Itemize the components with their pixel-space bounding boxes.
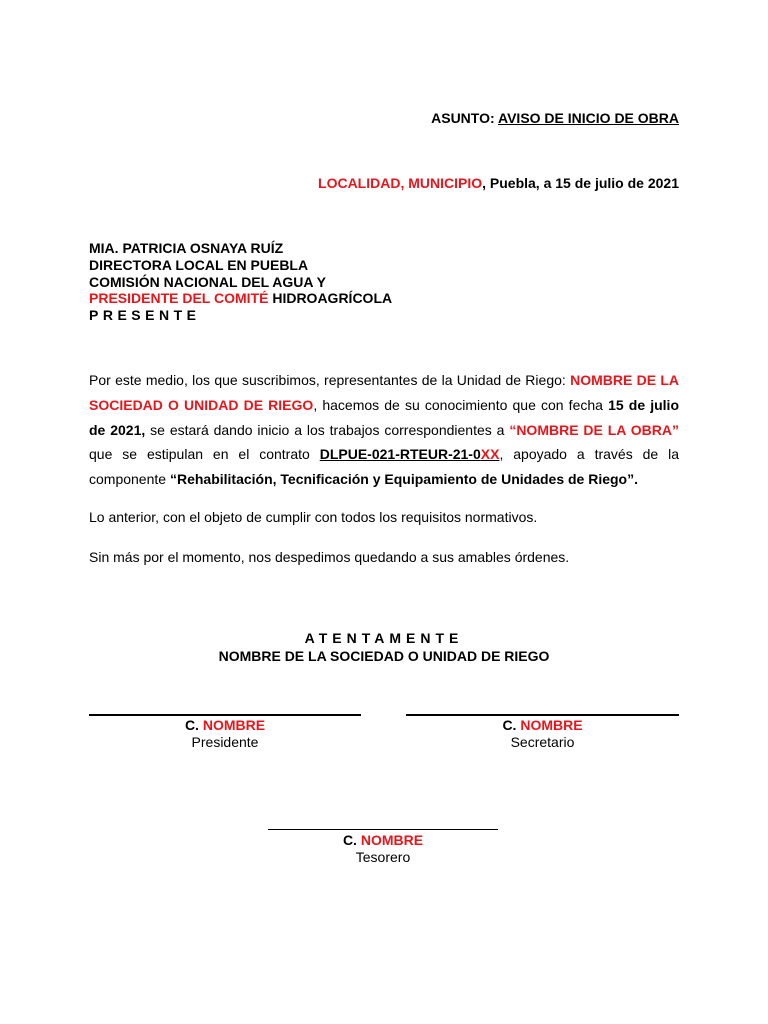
body-text-a: Por este medio, los que suscribimos, representantes de la Unidad de Riego: <box>89 372 571 388</box>
signature-name-line <box>268 832 498 849</box>
body-text-d: que se estipulan en el contrato <box>89 446 320 463</box>
body-paragraph-3: Sin más por el momento, nos despedimos quedando a sus amables órdenes. <box>89 549 570 565</box>
body-paragraph-2: Lo anterior, con el objeto de cumplir con todos los requisitos normativos. <box>89 509 538 525</box>
closing-atentamente: ATENTAMENTE <box>304 630 464 646</box>
body-text-c: se estará dando inicio a los trabajos correspondientes a <box>145 421 510 438</box>
recipient-title-3-red: PRESIDENTE DEL COMITÉ <box>89 290 269 307</box>
signature-name: NOMBRE <box>202 717 266 733</box>
signature-president <box>89 714 361 751</box>
body-text-b: , hacemos de su conocimiento que con fecha <box>313 396 609 413</box>
signature-prefix: C. <box>342 832 361 848</box>
date-locality: LOCALIDAD, MUNICIPIO <box>318 175 483 191</box>
recipient-name: MIA. PATRICIA OSNAYA RUÍZ <box>89 240 284 256</box>
signature-name: NOMBRE <box>360 832 424 848</box>
body-society-name: NOMBRE DE LA SOCIEDAD O UNIDAD DE RIEGO <box>89 372 679 413</box>
body-date: 15 de julio de 2021, <box>89 396 679 438</box>
body-text-e: , apoyado a través de la componente <box>89 446 680 488</box>
subject-label: ASUNTO: <box>431 110 499 126</box>
recipient-block <box>89 240 392 324</box>
signature-secretary <box>406 714 679 751</box>
signature-line <box>406 714 679 716</box>
recipient-title-2: COMISIÓN NACIONAL DEL AGUA Y <box>89 273 326 290</box>
recipient-title-3-rest: HIDROAGRÍCOLA <box>268 290 393 307</box>
subject-line <box>431 110 679 126</box>
date-line <box>318 175 679 191</box>
signature-line <box>268 829 498 830</box>
signature-name-line <box>406 717 679 734</box>
recipient-title-3 <box>89 290 392 307</box>
body-contract-xx: XX <box>480 446 500 463</box>
signature-name: NOMBRE <box>520 717 583 733</box>
body-contract-number <box>320 446 500 462</box>
body-contract-prefix: DLPUE-021-RTEUR-21-0 <box>319 446 481 463</box>
signature-role: Secretario <box>510 734 575 750</box>
closing-society-name: NOMBRE DE LA SOCIEDAD O UNIDAD DE RIEGO <box>218 648 550 664</box>
date-rest: , Puebla, a 15 de julio de 2021 <box>482 175 679 191</box>
signature-line <box>89 714 361 716</box>
body-paragraph-1 <box>89 368 679 492</box>
signature-role: Presidente <box>191 734 259 750</box>
body-work-name: “NOMBRE DE LA OBRA” <box>509 421 679 438</box>
recipient-title-1: DIRECTORA LOCAL EN PUEBLA <box>89 256 309 273</box>
signature-prefix: C. <box>184 717 203 733</box>
signature-prefix: C. <box>502 717 521 733</box>
body-component: “Rehabilitación, Tecnificación y Equipamiento de Unidades de Riego”. <box>169 471 638 488</box>
signature-treasurer <box>268 829 498 866</box>
signature-name-line <box>89 717 361 734</box>
recipient-presente: PRESENTE <box>89 307 201 324</box>
subject-value: AVISO DE INICIO DE OBRA <box>498 110 679 126</box>
signature-role: Tesorero <box>355 849 411 865</box>
